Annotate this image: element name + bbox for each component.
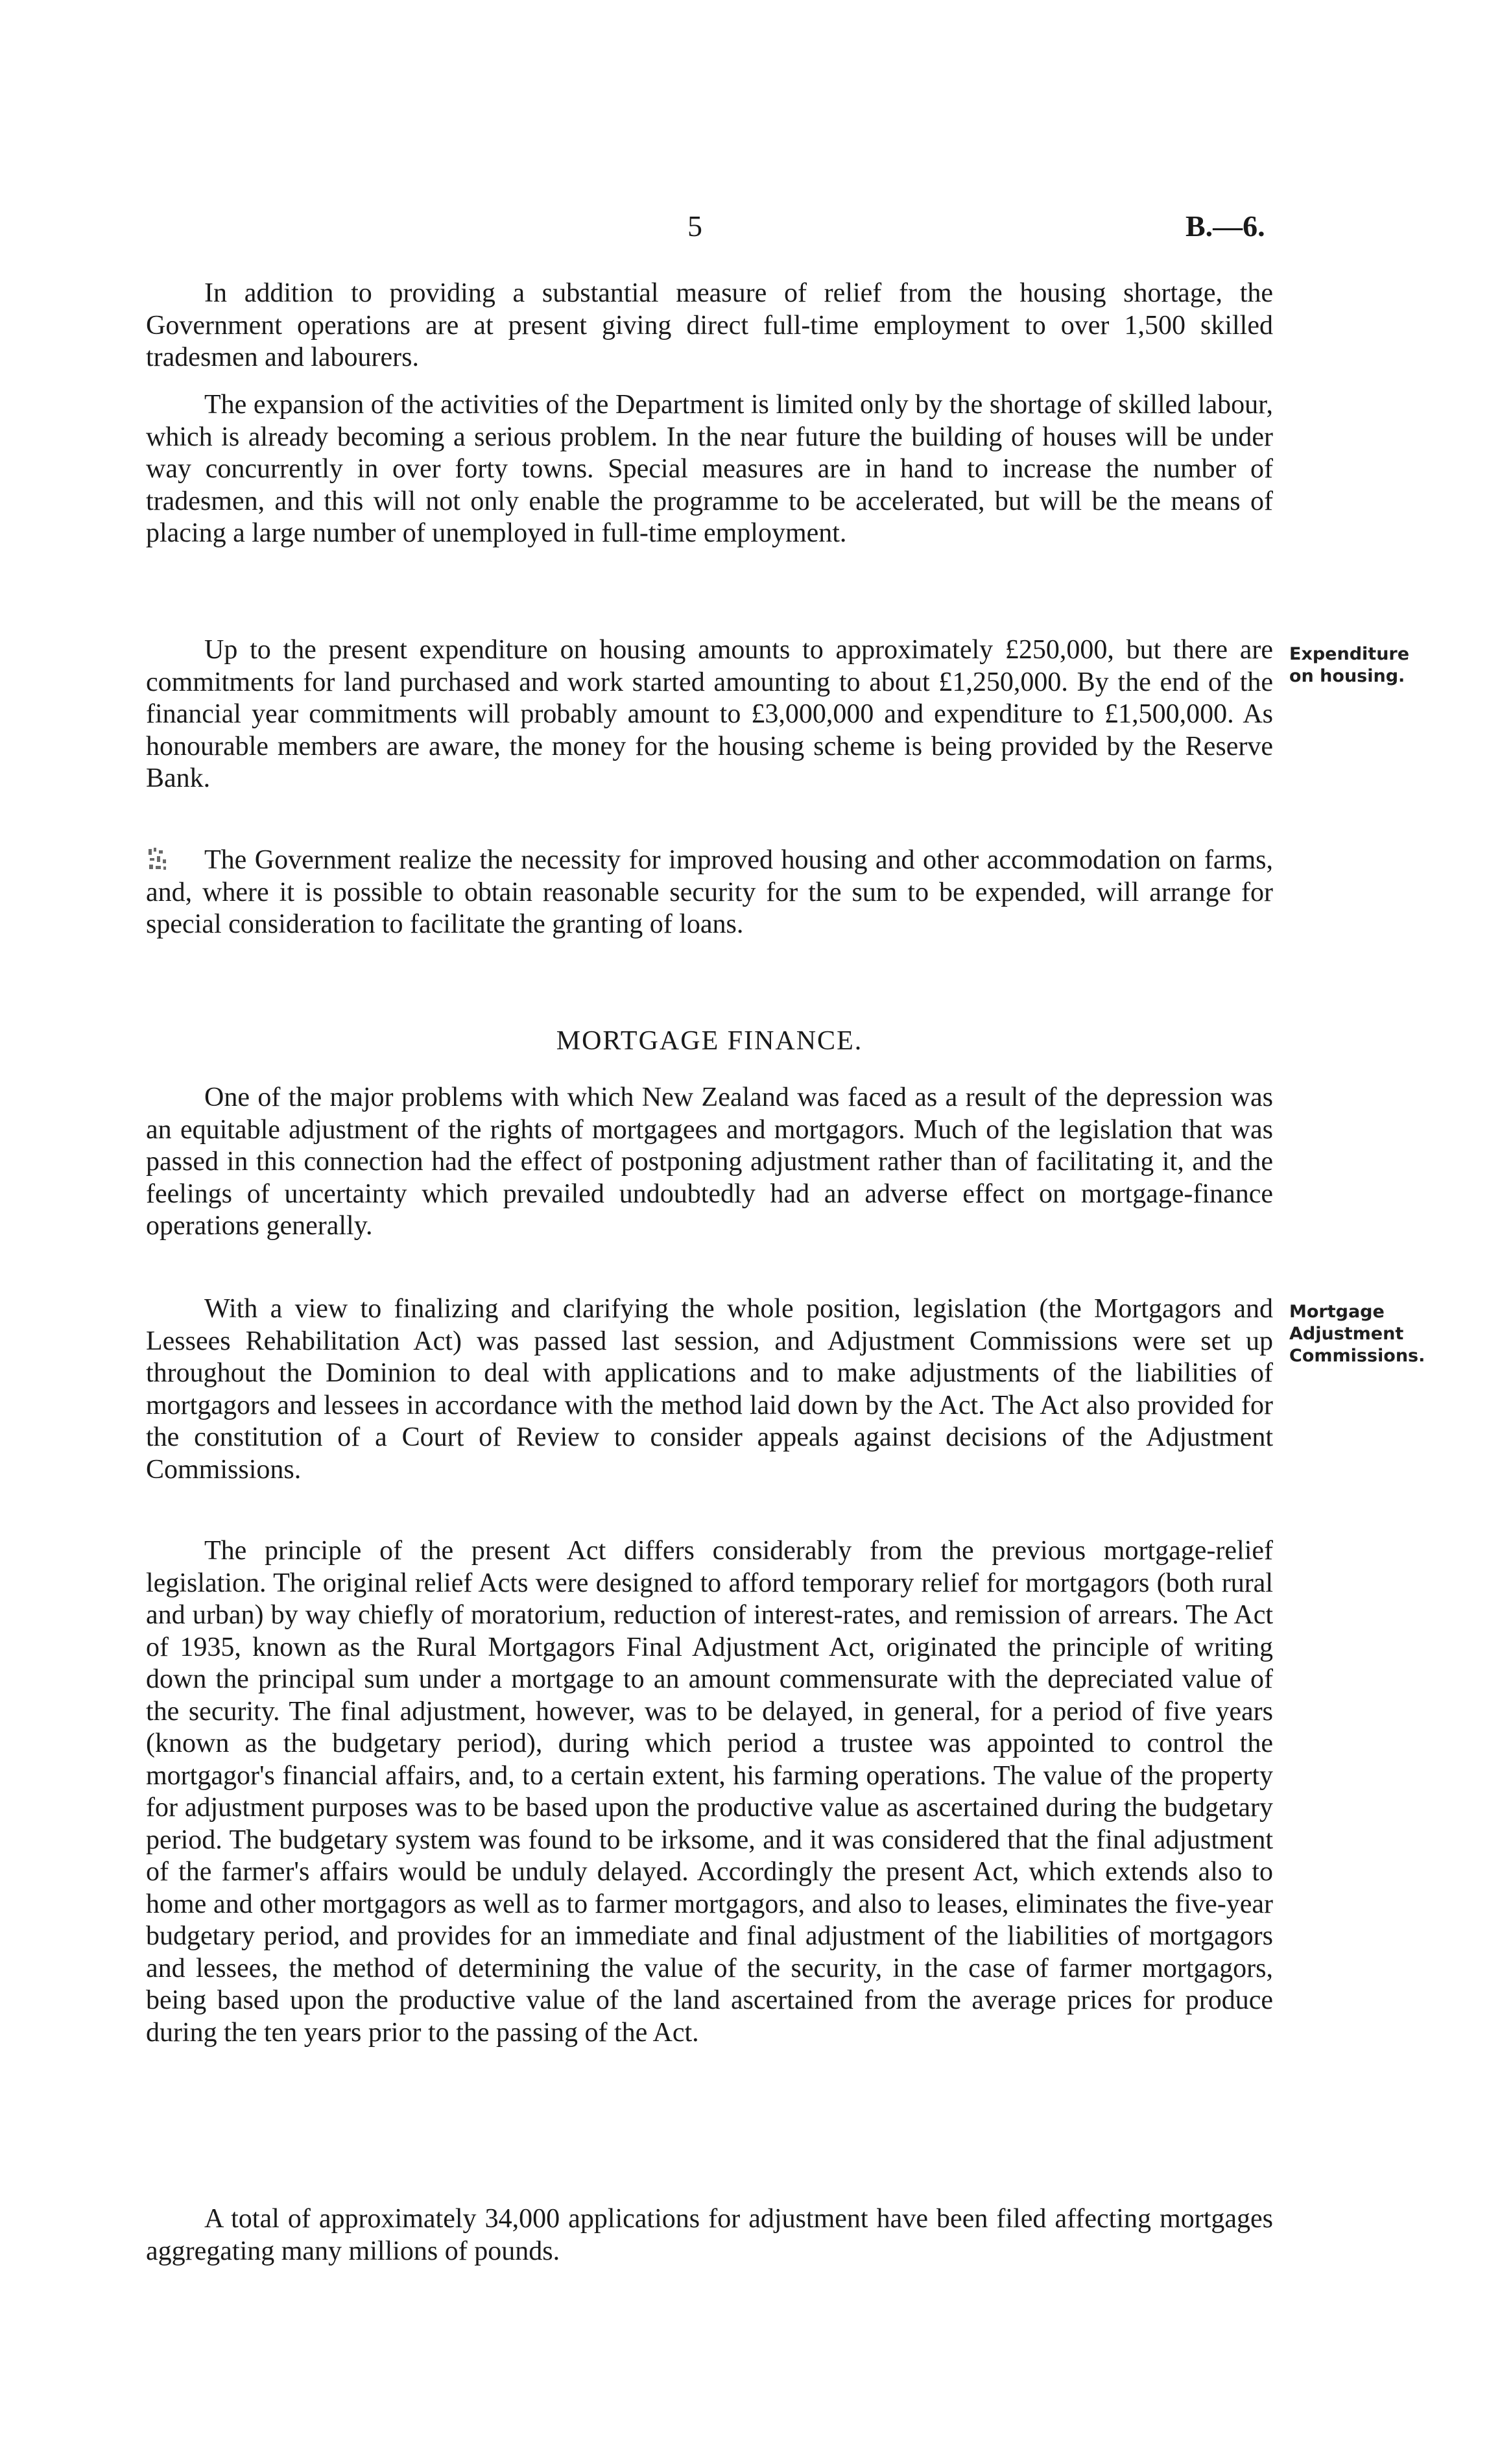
margin-note-line: Adjustment <box>1289 1324 1404 1344</box>
paragraph-depression-adjustment <box>146 1082 1273 1243</box>
paragraph-text: Up to the present expenditure on housing amounts to approximately £250,000, but there are commitments for land purchased and work started amounting to about £1,250,000. By the end of the financial year commitments will probably amount to £3,000,000 and expenditure to £1,500,000. As honourable members are aware, the money for the housing scheme is being provided by the Reserve Bank. <box>146 635 1273 793</box>
paragraph-text: The principle of the present Act differs considerably from the previous mortgage-relief legislation. The original relief Acts were designed to afford temporary relief for mortgagors (both rural and urban) by way chiefly of moratorium, reduction of interest-rates, and remission of arrears. The Act of 1935, known as the Rural Mortgagors Final Adjustment Act, originated the principle of writing down the principal sum under a mortgage to an amount commensurate with the depreciated value of the security. The final adjustment, however, was to be delayed, in general, for a period of five years (known as the budgetary period), during which period a trustee was appointed to control the mortgagor's financial affairs, and, to a certain extent, his farming operations. The value of the property for adjustment purposes was to be based upon the productive value as ascertained during the budgetary period. The budgetary system was found to be irksome, and it was considered that the final adjustment of the farmer's affairs would be unduly delayed. Accordingly the present Act, which extends also to home and other mortgagors as well as to farmer mortgagors, and also to leases, eliminates the five-year budgetary period, and provides for an immediate and final adjustment of the liabilities of mortgagors and lessees, the method of determining the value of the security, in the case of farmer mortgagors, being based upon the productive value of the land ascertained from the average prices for produce during the ten years prior to the passing of the Act. <box>146 1536 1273 2048</box>
paragraph-text: A total of approximately 34,000 applications for adjustment have been filed affecting mortgages aggregating many millions of pounds. <box>146 2204 1273 2266</box>
paragraph-text: The expansion of the activities of the Department is limited only by the shortage of skilled labour, which is already becoming a serious problem. In the near future the building of houses will be under way concurrently in over forty towns. Special measures are in hand to increase the number of tradesmen, and this will not only enable the programme to be accelerated, but will be the means of placing a large number of unemployed in full-time employment. <box>146 390 1273 548</box>
page-number: 5 <box>687 209 702 243</box>
margin-note-expenditure <box>1289 643 1409 688</box>
paragraph-housing-expenditure <box>146 634 1273 795</box>
margin-note-line: Mortgage <box>1289 1302 1385 1322</box>
paragraph-adjustment-commissions <box>146 1293 1273 1486</box>
paragraph-text: One of the major problems with which New Zealand was faced as a result of the depression was an equitable adjustment of the rights of mortgagees and mortgagors. Much of the legislation that was passed in this connection had the effect of postponing adjustment rather than of facilitating it, and the feelings of uncertainty which prevailed undoubtedly had an adverse effect on mortgage-finance operations generally. <box>146 1082 1273 1241</box>
paragraph-applications-total <box>146 2203 1273 2267</box>
paragraph-text: With a view to finalizing and clarifying the whole position, legislation (the Mortgagors and Lessees Rehabilitation Act) was passed last session, and Adjustment Commissions were set up throughout the Dominion to deal with applications and to make adjustments of the liabilities of mortgagors and lessees in accordance with the method laid down by the Act. The Act also provided for the constitution of a Court of Review to consider appeals against decisions of the Adjustment Commissions. <box>146 1294 1273 1485</box>
printer-mark-icon <box>147 846 168 872</box>
margin-note-line: on housing. <box>1289 666 1405 686</box>
paragraph-text: In addition to providing a substantial measure of relief from the housing shortage, the Government operations are at present giving direct full-time employment to over 1,500 skilled tradesmen and labourers. <box>146 278 1273 372</box>
paragraph-tradesmen-employment <box>146 278 1273 374</box>
margin-note-mortgage-adjustment <box>1289 1301 1425 1367</box>
section-heading-mortgage-finance: MORTGAGE FINANCE. <box>556 1026 863 1056</box>
document-reference: B.—6. <box>1185 209 1265 243</box>
margin-note-line: Expenditure <box>1289 644 1410 664</box>
paragraph-skilled-labour <box>146 389 1273 550</box>
paragraph-farm-housing <box>146 844 1273 941</box>
margin-note-line: Commissions. <box>1289 1346 1425 1366</box>
paragraph-text: The Government realize the necessity for improved housing and other accommodation on farms, and, where it is possible to obtain reasonable security for the sum to be expended, will arrange for special consideration to facilitate the granting of loans. <box>146 845 1273 939</box>
paragraph-present-act-principle <box>146 1535 1273 2049</box>
